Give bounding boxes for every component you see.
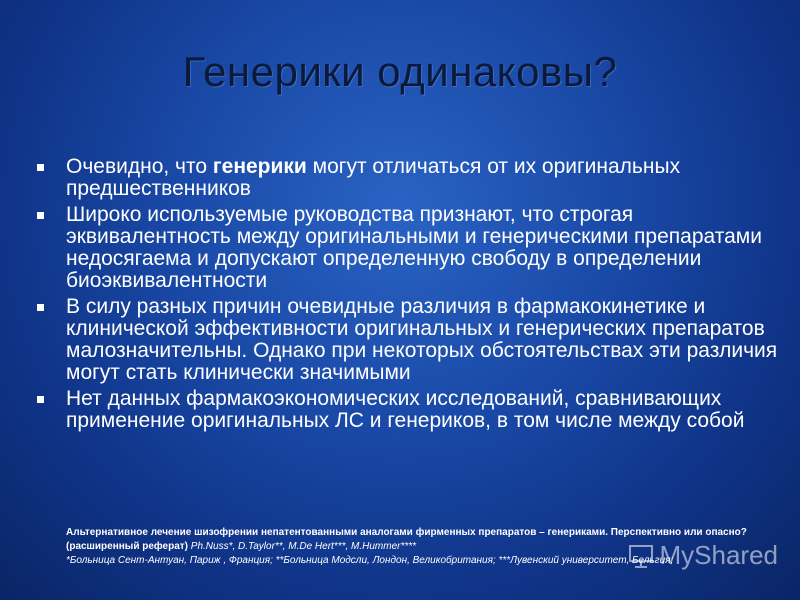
bullet-text-part: Очевидно, что	[66, 155, 213, 178]
watermark-text: MyShared	[659, 540, 778, 570]
reference-title: Альтернативное лечение шизофрении непатентованными аналогами фирменных препаратов – генериками. Перспективно или опасно? (расширенный реферат)	[66, 527, 747, 552]
bullet-text-highlight: генерики	[212, 155, 307, 178]
bullet-item	[34, 156, 794, 200]
square-bullet-icon	[37, 396, 44, 403]
square-bullet-icon	[37, 164, 44, 171]
bullet-text: Нет данных фармакоэкономических исследований, сравнивающих применение оригинальных ЛС и генериков, в том числе между собой	[66, 387, 745, 432]
bullet-item	[34, 388, 794, 432]
slide-title: Генерики одинаковы?	[182, 48, 618, 95]
reference-authors: Ph.Nuss*, D.Taylor**, M.De Hert***, M.Hummer****	[188, 541, 417, 552]
square-bullet-icon	[37, 212, 44, 219]
square-bullet-icon	[37, 304, 44, 311]
bullet-list	[34, 156, 794, 436]
watermark	[628, 540, 779, 571]
bullet-text: В силу разных причин очевидные различия в фармакокинетике и клинической эффективности оригинальных и генерических препаратов малозначительны. Однако при некоторых обстоятельствах эти различия могут стать клинически значимыми	[66, 295, 778, 384]
bullet-text	[66, 155, 680, 200]
bullet-item	[34, 296, 794, 384]
presentation-board-icon	[628, 543, 654, 569]
reference-affiliations: *Больница Сент-Антуан, Париж , Франция; **Больница Модсли, Лондон, Великобритания; ***Лувенский университет, Бельгия;	[66, 555, 674, 566]
bullet-text-part: могут отличаться от их оригинальных предшественников	[66, 155, 681, 200]
bullet-text: Широко используемые руководства признают, что строгая эквивалентность между оригинальными и генерическими препаратами недосягаема и допускают определенную свободу в определении биоэквивалентности	[66, 203, 762, 292]
bullet-item	[34, 204, 794, 292]
